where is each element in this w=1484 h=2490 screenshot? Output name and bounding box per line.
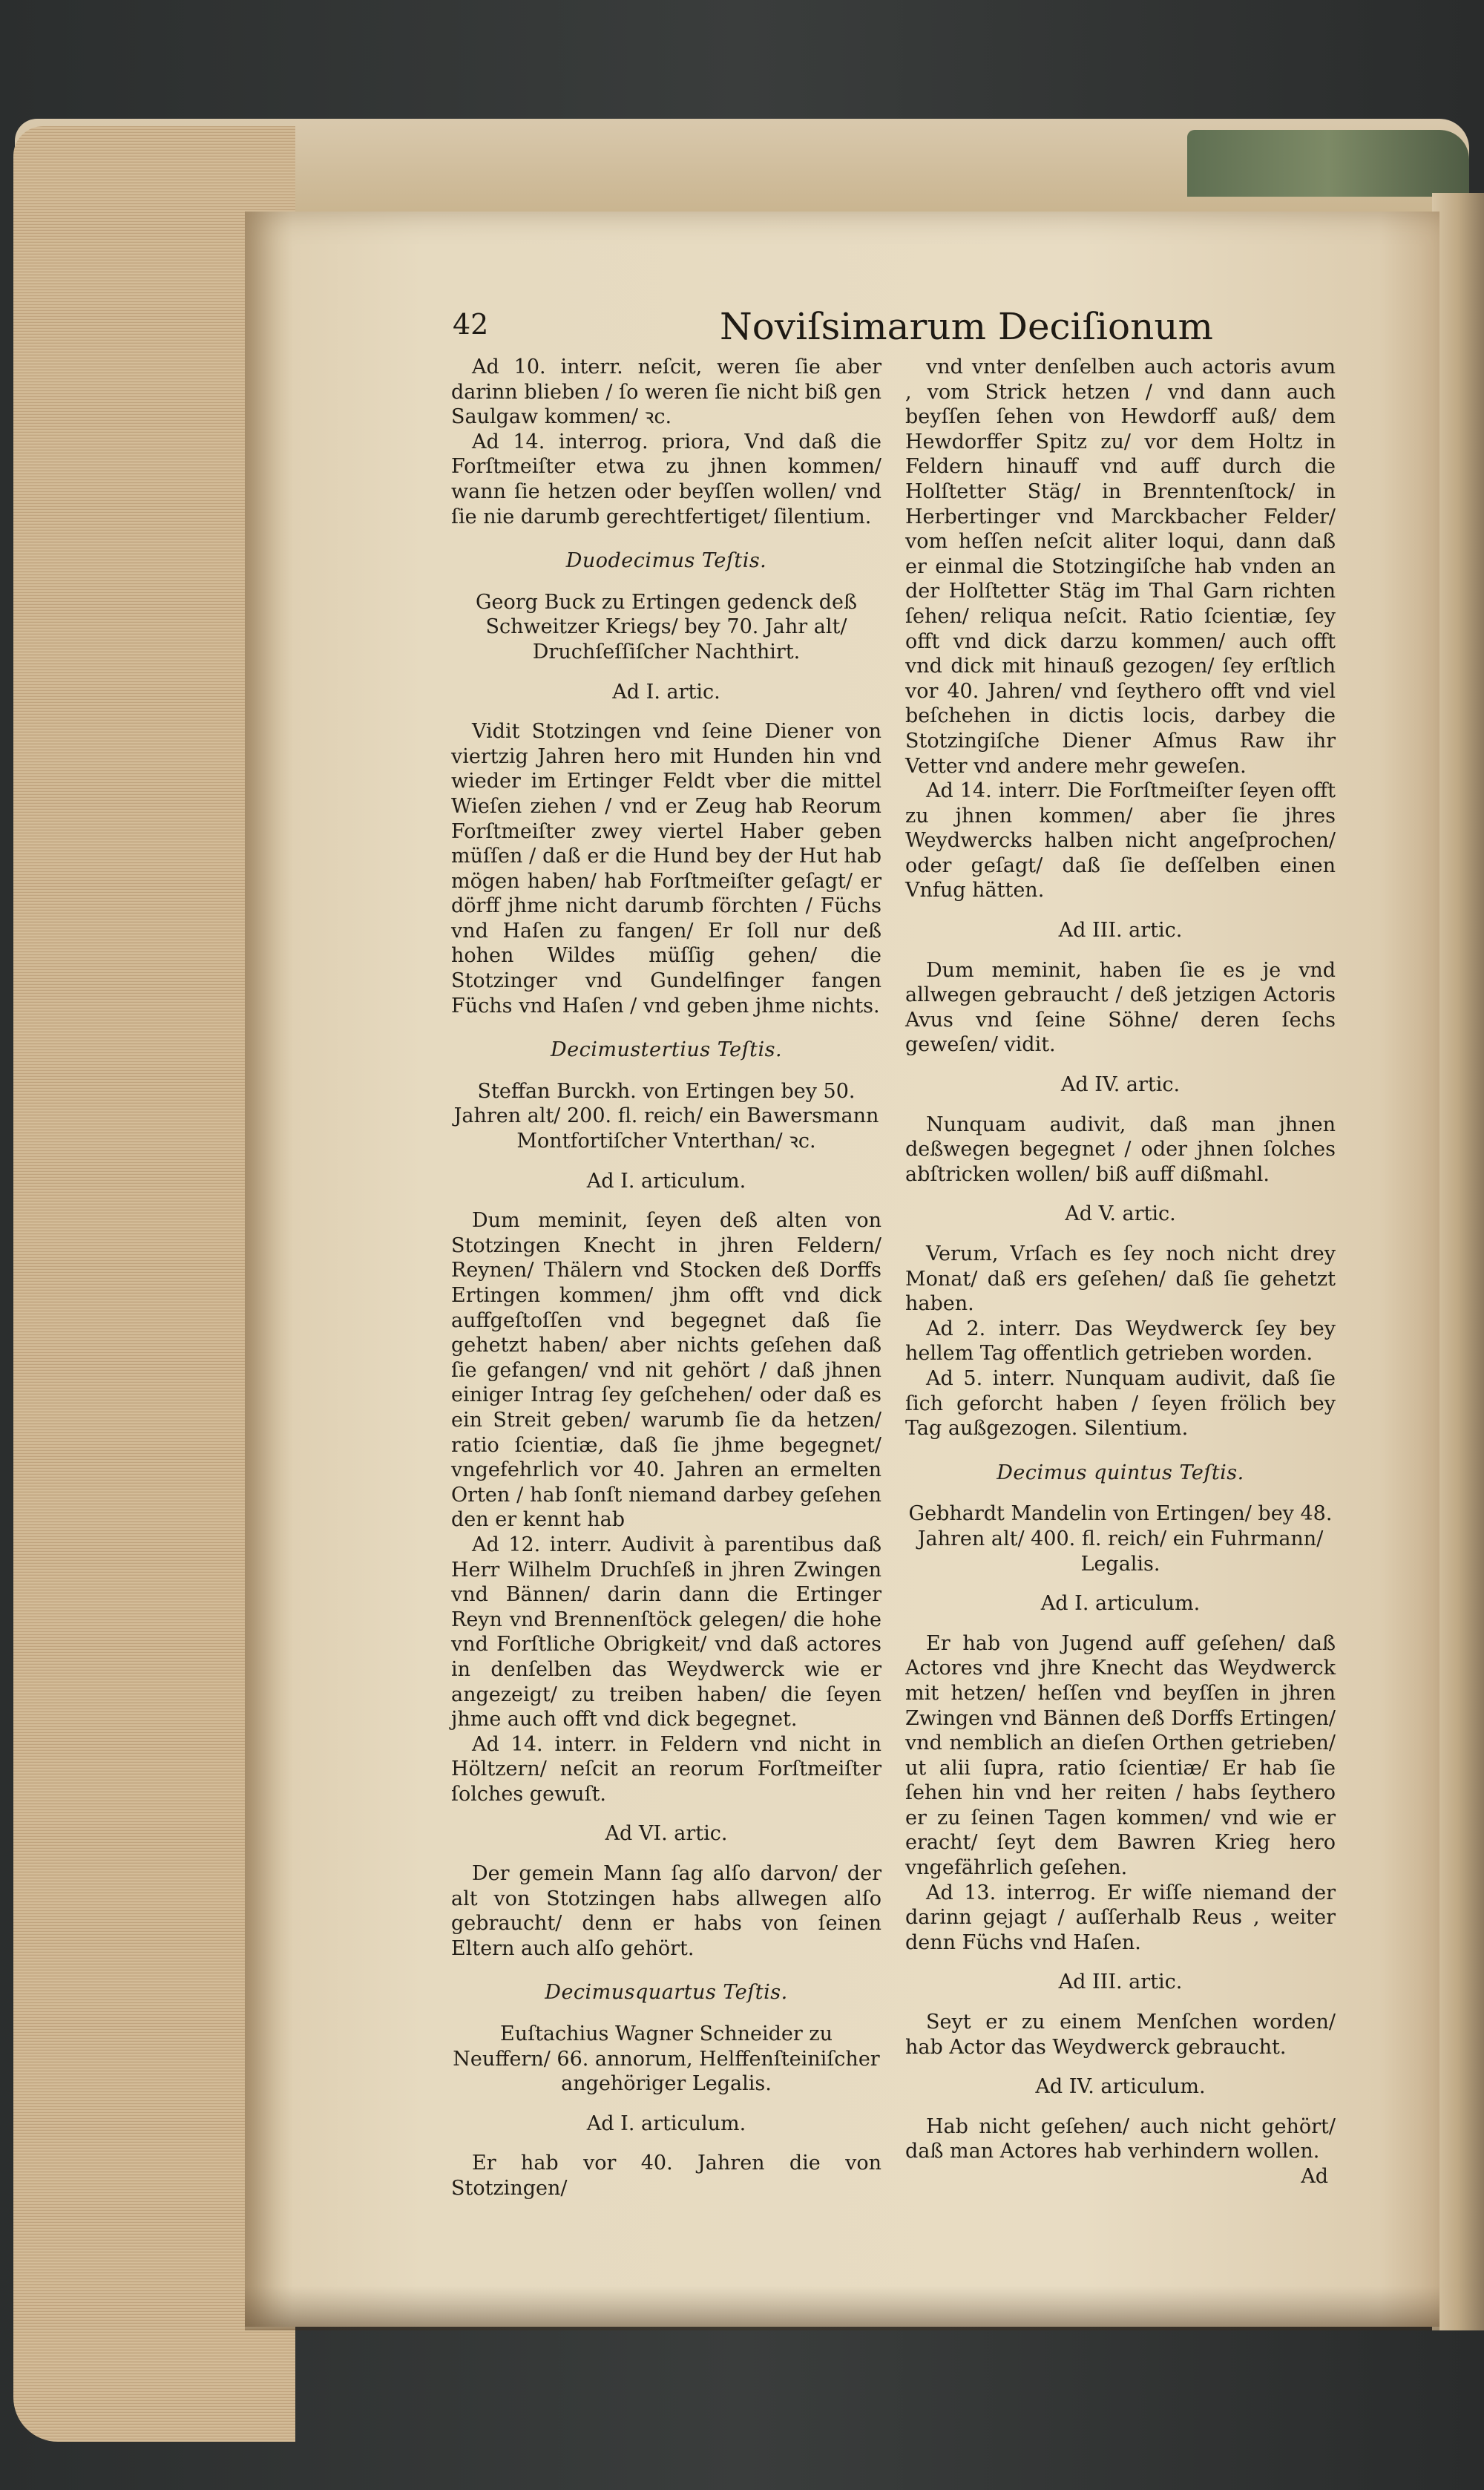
right-column	[905, 355, 1336, 2189]
article-heading: Ad IV. artic.	[1060, 1073, 1181, 1097]
witness-name: Georg Buck zu Ertingen gedenck deß Schweitzer Kriegs/ bey 70. Jahr alt/ Druchſeſſiſcher Nachthirt.	[475, 590, 858, 664]
paragraph: Ad 14. interr. Die Forſtmeiſter ſeyen offt zu jhnen kommen/ aber ſie jhres Weydwercks halben nicht angeſprochen/ oder geſagt/ daß ſie deſſelben einen Vnfug hätten.	[905, 779, 1336, 902]
paragraph: Vidit Stotzingen vnd ſeine Diener von viertzig Jahren hero mit Hunden hin vnd wieder im Ertinger Feldt vber die mittel Wieſen ziehen / vnd er Zeug hab Reorum Forſtmeiſter zwey viertel Haber geben müſſen / daß er die Hund bey der Hut hab mögen haben/ hab Forſtmeiſter geſagt/ er dörff jhme nicht darumb förchten / Füchs vnd Haſen zu fangen/ Er ſoll nur deß hohen Wildes müſſig gehen/ die Stotzinger vnd Gundelfinger fangen Füchs vnd Haſen / vnd geben jhme nichts.	[451, 720, 881, 1018]
paragraph: vnd vnter denſelben auch actoris avum , vom Strick hetzen / vnd dann auch beyſſen ſehen von Hewdorff auß/ dem Hewdorffer Spitz zu/ vor dem Holtz in Feldern hinauff vnd auff durch die Holſtetter Stäg/ in Brenntenſtock/ in Herbertinger vnd Marckbacher Felder/ vom heſſen neſcit aliter loqui, dann daß er einmal die Stotzingiſche hab vnden an der Holſtetter Stäg im Thal Garn richten ſehen/ reliqua neſcit. Ratio ſcientiæ, ſey offt vnd dick darzu kommen/ auch offt vnd dick mit hinauß gezogen/ ſey erſtlich vor 40. Jahren/ vnd ſeythero offt vnd viel beſchehen in dictis locis, darbey die Stotzingiſche Diener Aſmus Raw ihr Vetter vnd andere mehr geweſen.	[905, 356, 1336, 778]
paragraph: Hab nicht geſehen/ auch nicht gehört/ daß man Actores hab verhindern wollen.	[905, 2114, 1336, 2163]
article-heading: Ad I. articulum.	[1040, 1592, 1201, 1616]
right-page-edge	[1432, 193, 1484, 2330]
article-heading: Ad I. articulum.	[586, 2111, 746, 2135]
article-heading: Ad III. artic.	[1058, 1970, 1183, 1994]
testis-heading: Duodecimus Teſtis.	[565, 549, 767, 573]
article-heading: Ad IV. articulum.	[1035, 2075, 1206, 2099]
testis-heading: Decimustertius Teſtis.	[550, 1038, 783, 1062]
testis-heading: Decimusquartus Teſtis.	[545, 1981, 788, 2005]
paragraph: Der gemein Mann ſag alſo darvon/ der alt von Stotzingen habs allwegen alſo gebraucht/ denn er habs von ſeinen Eltern auch alſo gehört.	[451, 1862, 881, 1960]
testis-heading: Decimus quintus Teſtis.	[997, 1461, 1244, 1484]
article-heading: Ad I. artic.	[612, 680, 720, 704]
paragraph: Er hab von Jugend auff geſehen/ daß Actores vnd jhre Knecht das Weydwerck mit hetzen/ heſſen vnd beyſſen in jhren Zwingen vnd Bännen deß Dorffs Ertingen/ vnd nemblich an dieſen Orthen getrieben/ ut alii ſupra, ratio ſcientiæ/ Er hab ſie ſehen hin vnd her reiten / habs ſeythero er zu ſeinen Tagen kommen/ vnd wie er eracht/ ſeyt dem Bawren Krieg hero vngefährlich geſehen.	[905, 1631, 1336, 1880]
paragraph: Dum meminit, ſeyen deß alten von Stotzingen Knecht in jhren Feldern/ Reynen/ Thälern vnd Stocken deß Dorffs Ertingen kommen/ jhm offt vnd dick auffgeſtoſſen vnd begegnet daß ſie gehetzt haben/ aber nichts geſehen daß ſie gefangen/ vnd nit gehört / daß jhnen einiger Intrag ſey geſchehen/ oder daß es ein Streit geben/ warumb ſie da hetzen/ ratio ſcientiæ, daß ſie jhme begegnet/ vngefehrlich vor 40. Jahren an ermelten Orten / hab ſonſt niemand darbey geſehen den er kennt hab	[451, 1209, 881, 1532]
paragraph: Er hab vor 40. Jahren die von Stotzingen/	[451, 2152, 881, 2200]
witness-name: Euſtachius Wagner Schneider zu Neuffern/ 66. annorum, Helffenſteiniſcher angehöriger Legalis.	[453, 2022, 880, 2096]
book-spine	[1187, 130, 1469, 197]
page-header	[245, 305, 1439, 353]
article-heading: Ad V. artic.	[1065, 1202, 1176, 1226]
page-shadow	[245, 2286, 1439, 2330]
article-heading: Ad I. articulum.	[586, 1169, 746, 1193]
left-column	[451, 355, 881, 2201]
paragraph: Ad 12. interr. Audivit à parentibus daß Herr Wilhelm Druchſeß in jhren Zwingen vnd Bännen/ darin dann die Ertinger Reyn vnd Brennenſtöck gelegen/ die hohe vnd Forſtliche Obrigkeit/ vnd daß actores in denſelben das Weydwerck wie er angezeigt/ zu treiben haben/ die ſeyen jhme auch offt vnd dick begegnet.	[451, 1533, 881, 1731]
article-heading: Ad VI. artic.	[605, 1822, 728, 1846]
paragraph: Ad 5. interr. Nunquam audivit, daß ſie ſich geforcht haben / ſeyen frölich bey Tag außgezogen. Silentium.	[905, 1366, 1336, 1441]
page-number: 42	[453, 308, 489, 341]
witness-name: Gebhardt Mandelin von Ertingen/ bey 48. Jahren alt/ 400. fl. reich/ ein Fuhrmann/ Legalis.	[908, 1502, 1333, 1576]
running-title: Noviſsimarum Deciſionum	[720, 305, 1213, 348]
paragraph: Ad 14. interrog. priora, Vnd daß die Forſtmeiſter etwa zu jhnen kommen/ wann ſie hetzen oder beyſſen wollen/ vnd ſie nie darumb gerechtfertiget/ ſilentium.	[451, 430, 881, 528]
witness-name: Steffan Burckh. von Ertingen bey 50. Jahren alt/ 200. fl. reich/ ein Bawersmann Montfortiſcher Vnterthan/ ꝛc.	[453, 1079, 879, 1153]
paragraph: Ad 2. interr. Das Weydwerck ſey bey hellem Tag offentlich getrieben worden.	[905, 1317, 1336, 1366]
paragraph: Ad 14. interr. in Feldern vnd nicht in Höltzern/ neſcit an reorum Forſtmeiſter ſolches gewuſt.	[451, 1732, 881, 1806]
paragraph: Nunquam audivit, daß man jhnen deßwegen begegnet / oder jhnen ſolches abſtricken wollen/ biß auff dißmahl.	[905, 1113, 1336, 1186]
paragraph: Ad 13. interrog. Er wiſſe niemand der darinn gejagt / auſſerhalb Reus , weiter denn Füchs vnd Haſen.	[905, 1881, 1336, 1954]
paragraph: Seyt er zu einem Menſchen worden/ hab Actor das Weydwerck gebraucht.	[905, 2011, 1336, 2059]
paragraph: Dum meminit, haben ſie es je vnd allwegen gebraucht / deß jetzigen Actoris Avus vnd ſeine Söhne/ deren ſechs geweſen/ vidit.	[905, 958, 1336, 1057]
catchword: Ad	[1301, 2165, 1328, 2188]
article-heading: Ad III. artic.	[1058, 919, 1183, 943]
paragraph: Ad 10. interr. neſcit, weren ſie aber darinn blieben / ſo weren ſie nicht biß gen Saulgaw kommen/ ꝛc.	[451, 356, 881, 429]
paragraph: Verum, Vrſach es ſey noch nicht drey Monat/ daß ers geſehen/ daß ſie gehetzt haben.	[905, 1242, 1336, 1316]
